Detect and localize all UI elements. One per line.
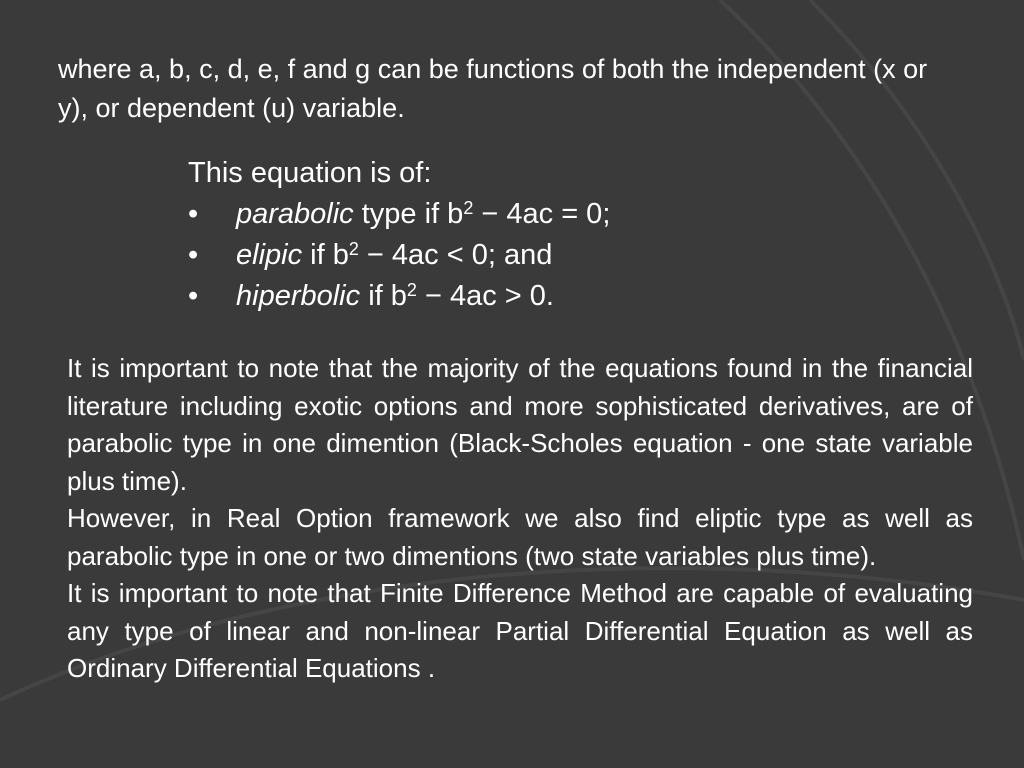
equation-condition-prefix: type if b — [361, 198, 464, 230]
equation-condition-suffix: − 4ac > 0. — [416, 280, 554, 312]
superscript: 2 — [406, 280, 417, 300]
equation-condition-prefix: if b — [310, 239, 349, 271]
equation-type-list — [188, 194, 808, 317]
equation-heading: This equation is of: — [188, 157, 432, 189]
bullet-icon: • — [188, 239, 199, 271]
equation-condition-suffix: − 4ac = 0; — [473, 198, 611, 230]
equation-condition-suffix: − 4ac < 0; and — [358, 239, 553, 271]
list-item-hyperbolic — [188, 276, 808, 317]
list-item-parabolic — [188, 194, 808, 235]
equation-types-block — [188, 153, 808, 317]
superscript: 2 — [348, 239, 359, 259]
paragraph-majority-parabolic: It is important to note that the majority of the equations found in the financial literature including exotic options and more sophisticated derivatives, are of parabolic type in one dimention (Black-Scholes equation - one state variable plus time). — [67, 353, 973, 496]
equation-type-name: parabolic — [236, 198, 354, 230]
notes-block — [67, 350, 973, 688]
equation-type-name: elipic — [236, 239, 303, 271]
bullet-icon: • — [188, 198, 199, 230]
list-item-elliptic — [188, 235, 808, 276]
superscript: 2 — [463, 198, 474, 218]
bullet-icon: • — [188, 280, 199, 312]
paragraph-finite-difference: It is important to note that Finite Difference Method are capable of evaluating any type of linear and non-linear Partial Differential Equation as well as Ordinary Differential Equations . — [67, 578, 973, 683]
paragraph-real-option: However, in Real Option framework we also find eliptic type as well as parabolic type in one or two dimentions (two state variables plus time). — [67, 503, 973, 571]
equation-condition-prefix: if b — [368, 280, 407, 312]
intro-text: where a, b, c, d, e, f and g can be functions of both the independent (x or y), or dependent (u) variable. — [58, 54, 928, 123]
equation-type-name: hiperbolic — [236, 280, 361, 312]
